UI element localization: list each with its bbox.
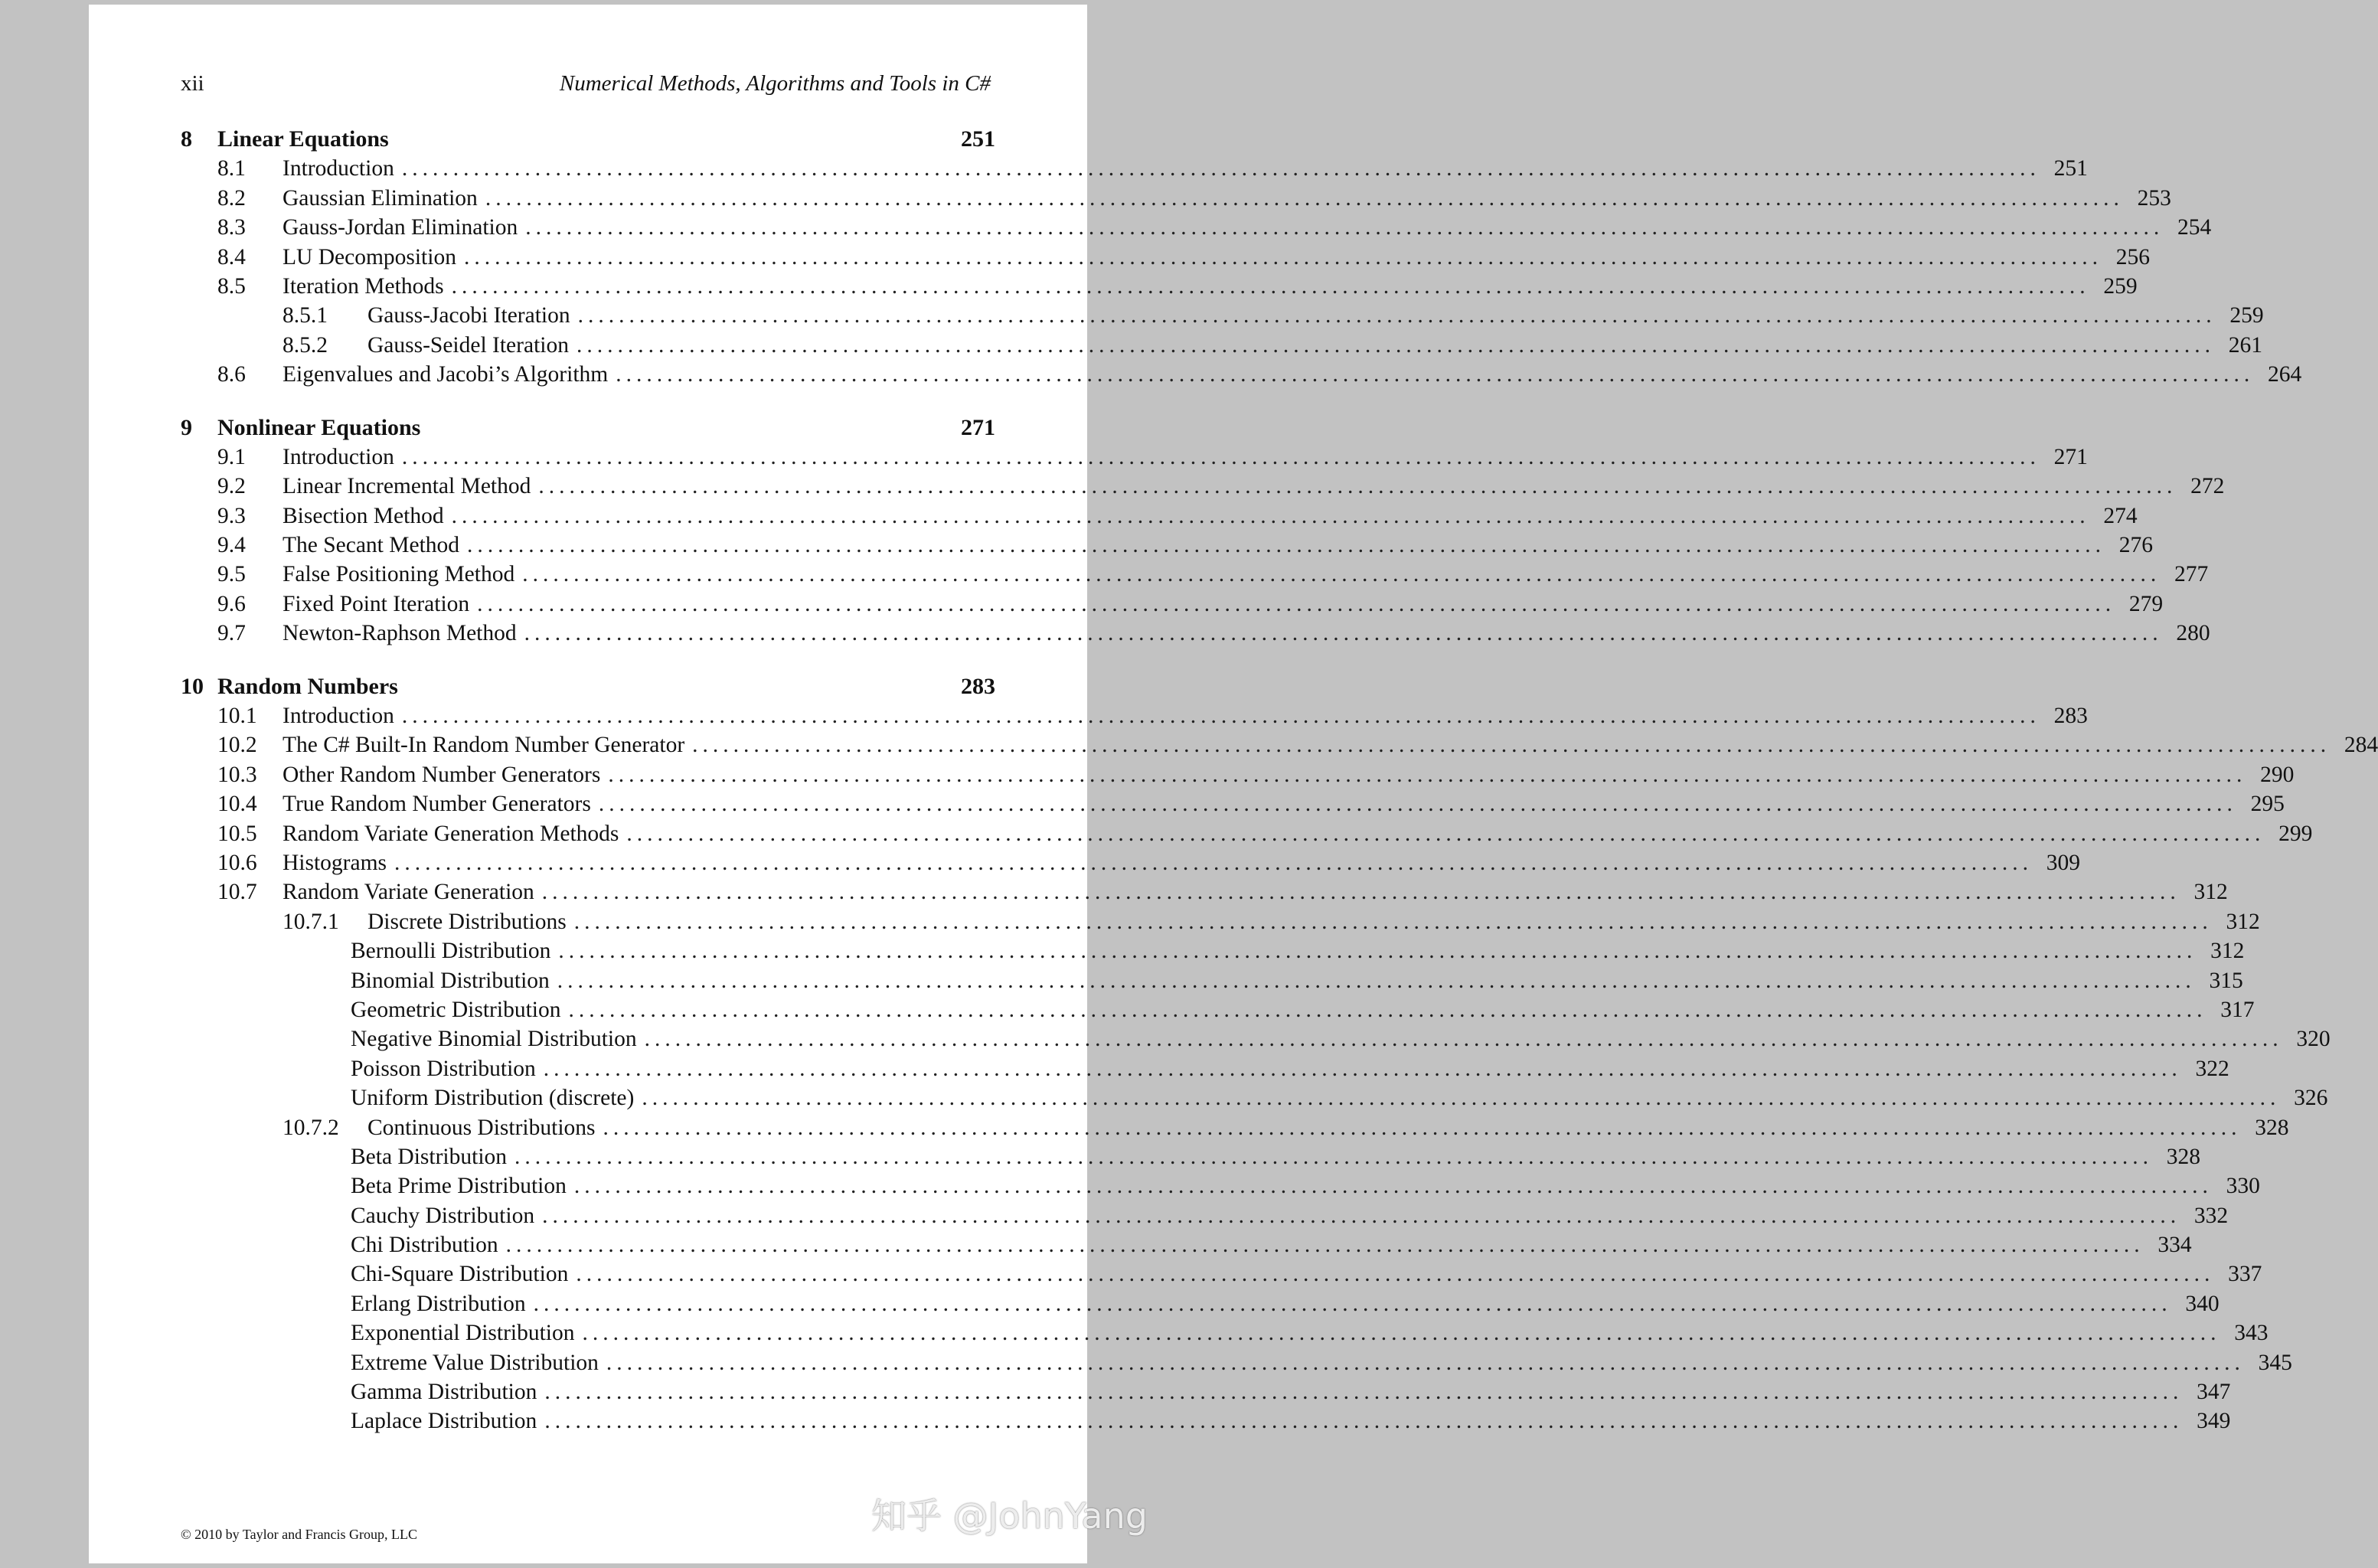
toc-entry bbox=[181, 995, 2255, 1024]
table-of-contents bbox=[181, 125, 2378, 1460]
entry-page: 343 bbox=[2234, 1321, 2269, 1346]
dot-leader: ................................................................................................................................................................ bbox=[692, 733, 2331, 758]
entry-title: Linear Incremental Method bbox=[283, 472, 535, 501]
dot-leader: ................................................................................................................................................................ bbox=[542, 1203, 2181, 1228]
toc-entry bbox=[181, 789, 2285, 818]
dot-leader: ................................................................................................................................................................ bbox=[558, 939, 2197, 964]
watermark: 知乎 @JohnYang bbox=[871, 1495, 1148, 1537]
entry-page: 259 bbox=[2103, 273, 2138, 299]
toc-entry bbox=[181, 701, 2088, 730]
dot-leader: ................................................................................................................................................................ bbox=[603, 1115, 2242, 1140]
entry-number: 10.6 bbox=[217, 850, 257, 875]
toc-entry bbox=[181, 1201, 2229, 1230]
toc-chapter bbox=[181, 672, 2378, 1436]
toc-entry bbox=[181, 1083, 2328, 1112]
toc-entry bbox=[181, 936, 2245, 965]
chapter-page: 283 bbox=[961, 673, 995, 699]
entry-title: Negative Binomial Distribution bbox=[351, 1024, 642, 1054]
dot-leader: ................................................................................................................................................................ bbox=[616, 362, 2255, 387]
dot-leader: ................................................................................................................................................................ bbox=[626, 821, 2265, 846]
dot-leader: ................................................................................................................................................................ bbox=[576, 332, 2215, 358]
entry-page: 271 bbox=[2053, 444, 2088, 469]
dot-leader: ................................................................................................................................................................ bbox=[544, 1380, 2184, 1405]
toc-entry bbox=[181, 301, 2264, 330]
dot-leader: ................................................................................................................................................................ bbox=[467, 533, 2106, 558]
toc-entry bbox=[181, 1348, 2292, 1377]
toc-entry bbox=[181, 1142, 2201, 1171]
dot-leader: ................................................................................................................................................................ bbox=[477, 591, 2116, 616]
chapter-title: Nonlinear Equations bbox=[217, 414, 421, 440]
chapter-title: Linear Equations bbox=[217, 126, 389, 152]
toc-entry bbox=[181, 1230, 2192, 1259]
entry-page: 330 bbox=[2226, 1174, 2260, 1199]
dot-leader: ................................................................................................................................................................ bbox=[485, 185, 2124, 211]
entry-page: 264 bbox=[2267, 362, 2302, 387]
entry-title: Gamma Distribution bbox=[351, 1377, 541, 1406]
entry-title: Random Variate Generation Methods bbox=[283, 819, 623, 848]
entry-page: 283 bbox=[2053, 704, 2088, 729]
entry-page: 328 bbox=[2166, 1144, 2201, 1169]
dot-leader: ................................................................................................................................................................ bbox=[525, 215, 2164, 240]
toc-entry bbox=[181, 819, 2313, 848]
toc-entry bbox=[181, 472, 2225, 501]
dot-leader: ................................................................................................................................................................ bbox=[522, 562, 2161, 587]
entry-title: LU Decomposition bbox=[283, 243, 461, 272]
entry-number: 10.2 bbox=[217, 733, 257, 758]
entry-title: Laplace Distribution bbox=[351, 1406, 541, 1436]
dot-leader: ................................................................................................................................................................ bbox=[401, 444, 2040, 469]
toc-entry bbox=[181, 331, 2262, 360]
entry-title: Geometric Distribution bbox=[351, 995, 565, 1024]
dot-leader: ................................................................................................................................................................ bbox=[606, 1350, 2245, 1375]
toc-entry bbox=[181, 730, 2378, 760]
toc-entry bbox=[181, 1377, 2231, 1406]
dot-leader: ................................................................................................................................................................ bbox=[394, 850, 2033, 875]
entry-page: 337 bbox=[2228, 1262, 2262, 1287]
entry-title: The C# Built-In Random Number Generator bbox=[283, 730, 689, 760]
entry-page: 290 bbox=[2260, 762, 2295, 787]
entry-page: 347 bbox=[2197, 1380, 2231, 1405]
entry-title: Discrete Distributions bbox=[367, 907, 571, 936]
entry-number: 10.5 bbox=[217, 821, 257, 846]
toc-entry bbox=[181, 1406, 2231, 1436]
entry-title: Continuous Distributions bbox=[367, 1113, 600, 1142]
entry-title: The Secant Method bbox=[283, 531, 464, 560]
entry-page: 261 bbox=[2228, 332, 2262, 358]
toc-entry bbox=[181, 1113, 2289, 1142]
toc-entry bbox=[181, 243, 2150, 272]
toc-entry bbox=[181, 560, 2209, 589]
entry-title: Chi-Square Distribution bbox=[351, 1259, 573, 1289]
entry-number: 9.5 bbox=[217, 562, 246, 587]
dot-leader: ................................................................................................................................................................ bbox=[401, 156, 2040, 181]
chapter-title: Random Numbers bbox=[217, 673, 398, 699]
chapter-page: 251 bbox=[961, 126, 995, 152]
dot-leader: ................................................................................................................................................................ bbox=[568, 997, 2207, 1022]
entry-page: 276 bbox=[2118, 533, 2154, 558]
entry-page: 256 bbox=[2115, 244, 2150, 270]
entry-page: 322 bbox=[2195, 1056, 2229, 1081]
entry-page: 274 bbox=[2103, 503, 2138, 528]
entry-page: 334 bbox=[2158, 1233, 2192, 1258]
entry-title: Introduction bbox=[283, 154, 399, 183]
dot-leader: ................................................................................................................................................................ bbox=[524, 621, 2163, 646]
entry-number: 8.6 bbox=[217, 362, 246, 387]
toc-entry bbox=[181, 1024, 2331, 1054]
entry-title: Erlang Distribution bbox=[351, 1289, 531, 1318]
entry-page: 295 bbox=[2250, 792, 2285, 817]
dot-leader: ................................................................................................................................................................ bbox=[538, 474, 2177, 499]
toc-entry bbox=[181, 154, 2088, 183]
entry-page: 312 bbox=[2193, 880, 2228, 905]
dot-leader: ................................................................................................................................................................ bbox=[533, 1291, 2172, 1316]
entry-title: Gauss-Jacobi Iteration bbox=[367, 301, 575, 330]
entry-title: Other Random Number Generators bbox=[283, 760, 605, 789]
entry-page: 299 bbox=[2278, 821, 2313, 846]
toc-entry bbox=[181, 1171, 2260, 1200]
dot-leader: ................................................................................................................................................................ bbox=[582, 1321, 2221, 1346]
entry-number: 10.4 bbox=[217, 792, 257, 817]
entry-number: 8.4 bbox=[217, 244, 246, 270]
entry-page: 312 bbox=[2226, 909, 2260, 934]
book-title: Numerical Methods, Algorithms and Tools in C# bbox=[559, 71, 991, 96]
entry-title: Fixed Point Iteration bbox=[283, 590, 474, 619]
toc-chapter bbox=[181, 125, 2302, 390]
entry-page: 326 bbox=[2294, 1086, 2328, 1111]
chapter-page: 271 bbox=[961, 414, 995, 440]
toc-entry bbox=[181, 966, 2243, 995]
entry-page: 315 bbox=[2209, 968, 2243, 993]
entry-number: 8.5.1 bbox=[283, 303, 328, 328]
entry-title: Binomial Distribution bbox=[351, 966, 554, 995]
entry-title: Gaussian Elimination bbox=[283, 184, 482, 213]
entry-number: 10.1 bbox=[217, 704, 257, 729]
entry-page: 309 bbox=[2046, 850, 2081, 875]
page-folio: xii bbox=[181, 71, 204, 96]
toc-entry bbox=[181, 619, 2210, 648]
dot-leader: ................................................................................................................................................................ bbox=[541, 880, 2180, 905]
entry-title: Gauss-Seidel Iteration bbox=[367, 331, 573, 360]
toc-chapter-heading bbox=[181, 413, 995, 443]
entry-number: 9.1 bbox=[217, 444, 246, 469]
toc-entry bbox=[181, 272, 2138, 301]
entry-page: 272 bbox=[2190, 474, 2225, 499]
entry-title: Introduction bbox=[283, 443, 399, 472]
entry-title: True Random Number Generators bbox=[283, 789, 596, 818]
entry-title: Histograms bbox=[283, 848, 391, 877]
entry-title: Cauchy Distribution bbox=[351, 1201, 539, 1230]
entry-number: 8.1 bbox=[217, 156, 246, 181]
entry-page: 312 bbox=[2210, 939, 2245, 964]
toc-entry bbox=[181, 213, 2212, 242]
entry-title: Eigenvalues and Jacobi’s Algorithm bbox=[283, 360, 612, 389]
entry-title: Bernoulli Distribution bbox=[351, 936, 555, 965]
toc-entry bbox=[181, 531, 2154, 560]
entry-number: 9.6 bbox=[217, 591, 246, 616]
entry-page: 253 bbox=[2137, 185, 2171, 211]
dot-leader: ................................................................................................................................................................ bbox=[451, 503, 2090, 528]
entry-number: 8.5.2 bbox=[283, 332, 328, 358]
entry-number: 9.3 bbox=[217, 503, 246, 528]
dot-leader: ................................................................................................................................................................ bbox=[451, 273, 2090, 299]
entry-title: Beta Prime Distribution bbox=[351, 1171, 571, 1200]
toc-entry bbox=[181, 1318, 2269, 1348]
toc-entry bbox=[181, 1289, 2220, 1318]
entry-title: Chi Distribution bbox=[351, 1230, 503, 1259]
entry-number: 8.5 bbox=[217, 273, 246, 299]
toc-entry bbox=[181, 501, 2138, 531]
entry-page: 259 bbox=[2229, 303, 2264, 328]
toc-entry bbox=[181, 760, 2295, 789]
toc-entry bbox=[181, 184, 2171, 213]
dot-leader: ................................................................................................................................................................ bbox=[573, 909, 2213, 934]
running-head bbox=[181, 69, 991, 98]
toc-entry bbox=[181, 590, 2164, 619]
chapter-number: 10 bbox=[181, 673, 204, 699]
entry-number: 9.4 bbox=[217, 533, 246, 558]
entry-page: 280 bbox=[2176, 621, 2210, 646]
dot-leader: ................................................................................................................................................................ bbox=[577, 303, 2216, 328]
entry-title: False Positioning Method bbox=[283, 560, 519, 589]
copyright-footer: © 2010 by Taylor and Francis Group, LLC bbox=[181, 1527, 418, 1542]
entry-title: Poisson Distribution bbox=[351, 1054, 541, 1083]
toc-entry bbox=[181, 360, 2302, 389]
dot-leader: ................................................................................................................................................................ bbox=[514, 1144, 2154, 1169]
entry-page: 340 bbox=[2185, 1291, 2220, 1316]
entry-number: 9.7 bbox=[217, 621, 246, 646]
toc-entry bbox=[181, 848, 2081, 877]
dot-leader: ................................................................................................................................................................ bbox=[598, 792, 2237, 817]
entry-page: 320 bbox=[2296, 1027, 2331, 1052]
entry-title: Beta Distribution bbox=[351, 1142, 511, 1171]
entry-number: 10.3 bbox=[217, 762, 257, 787]
dot-leader: ................................................................................................................................................................ bbox=[505, 1233, 2144, 1258]
chapter-number: 9 bbox=[181, 414, 192, 440]
entry-page: 332 bbox=[2193, 1203, 2229, 1228]
dot-leader: ................................................................................................................................................................ bbox=[576, 1262, 2215, 1287]
entry-title: Extreme Value Distribution bbox=[351, 1348, 603, 1377]
toc-entry bbox=[181, 443, 2088, 472]
entry-page: 254 bbox=[2177, 215, 2212, 240]
dot-leader: ................................................................................................................................................................ bbox=[573, 1174, 2213, 1199]
dot-leader: ................................................................................................................................................................ bbox=[608, 762, 2247, 787]
entry-title: Gauss-Jordan Elimination bbox=[283, 213, 522, 242]
toc-entry bbox=[181, 1259, 2262, 1289]
toc-entry bbox=[181, 907, 2260, 936]
entry-page: 251 bbox=[2053, 156, 2088, 181]
toc-chapter bbox=[181, 413, 2225, 648]
entry-title: Bisection Method bbox=[283, 501, 449, 531]
dot-leader: ................................................................................................................................................................ bbox=[401, 704, 2040, 729]
entry-page: 349 bbox=[2197, 1409, 2231, 1434]
entry-number: 9.2 bbox=[217, 474, 246, 499]
entry-title: Iteration Methods bbox=[283, 272, 449, 301]
entry-page: 317 bbox=[2220, 997, 2255, 1022]
entry-title: Exponential Distribution bbox=[351, 1318, 580, 1348]
entry-number: 10.7.1 bbox=[283, 909, 339, 934]
toc-entry bbox=[181, 1054, 2229, 1083]
entry-page: 277 bbox=[2174, 562, 2209, 587]
entry-title: Random Variate Generation bbox=[283, 877, 539, 906]
entry-number: 10.7 bbox=[217, 880, 257, 905]
chapter-number: 8 bbox=[181, 126, 192, 152]
toc-chapter-heading bbox=[181, 672, 995, 701]
entry-title: Introduction bbox=[283, 701, 399, 730]
entry-page: 328 bbox=[2255, 1115, 2289, 1140]
entry-title: Uniform Distribution (discrete) bbox=[351, 1083, 639, 1112]
entry-number: 10.7.2 bbox=[283, 1115, 339, 1140]
toc-chapter-heading bbox=[181, 125, 995, 154]
entry-number: 8.3 bbox=[217, 215, 246, 240]
entry-page: 284 bbox=[2344, 733, 2378, 758]
dot-leader: ................................................................................................................................................................ bbox=[544, 1409, 2184, 1434]
dot-leader: ................................................................................................................................................................ bbox=[642, 1086, 2281, 1111]
entry-page: 279 bbox=[2128, 591, 2164, 616]
entry-page: 345 bbox=[2258, 1350, 2292, 1375]
dot-leader: ................................................................................................................................................................ bbox=[644, 1027, 2283, 1052]
entry-number: 8.2 bbox=[217, 185, 246, 211]
dot-leader: ................................................................................................................................................................ bbox=[543, 1056, 2182, 1081]
dot-leader: ................................................................................................................................................................ bbox=[557, 968, 2196, 993]
toc-entry bbox=[181, 877, 2228, 906]
dot-leader: ................................................................................................................................................................ bbox=[463, 244, 2102, 270]
entry-title: Newton-Raphson Method bbox=[283, 619, 521, 648]
